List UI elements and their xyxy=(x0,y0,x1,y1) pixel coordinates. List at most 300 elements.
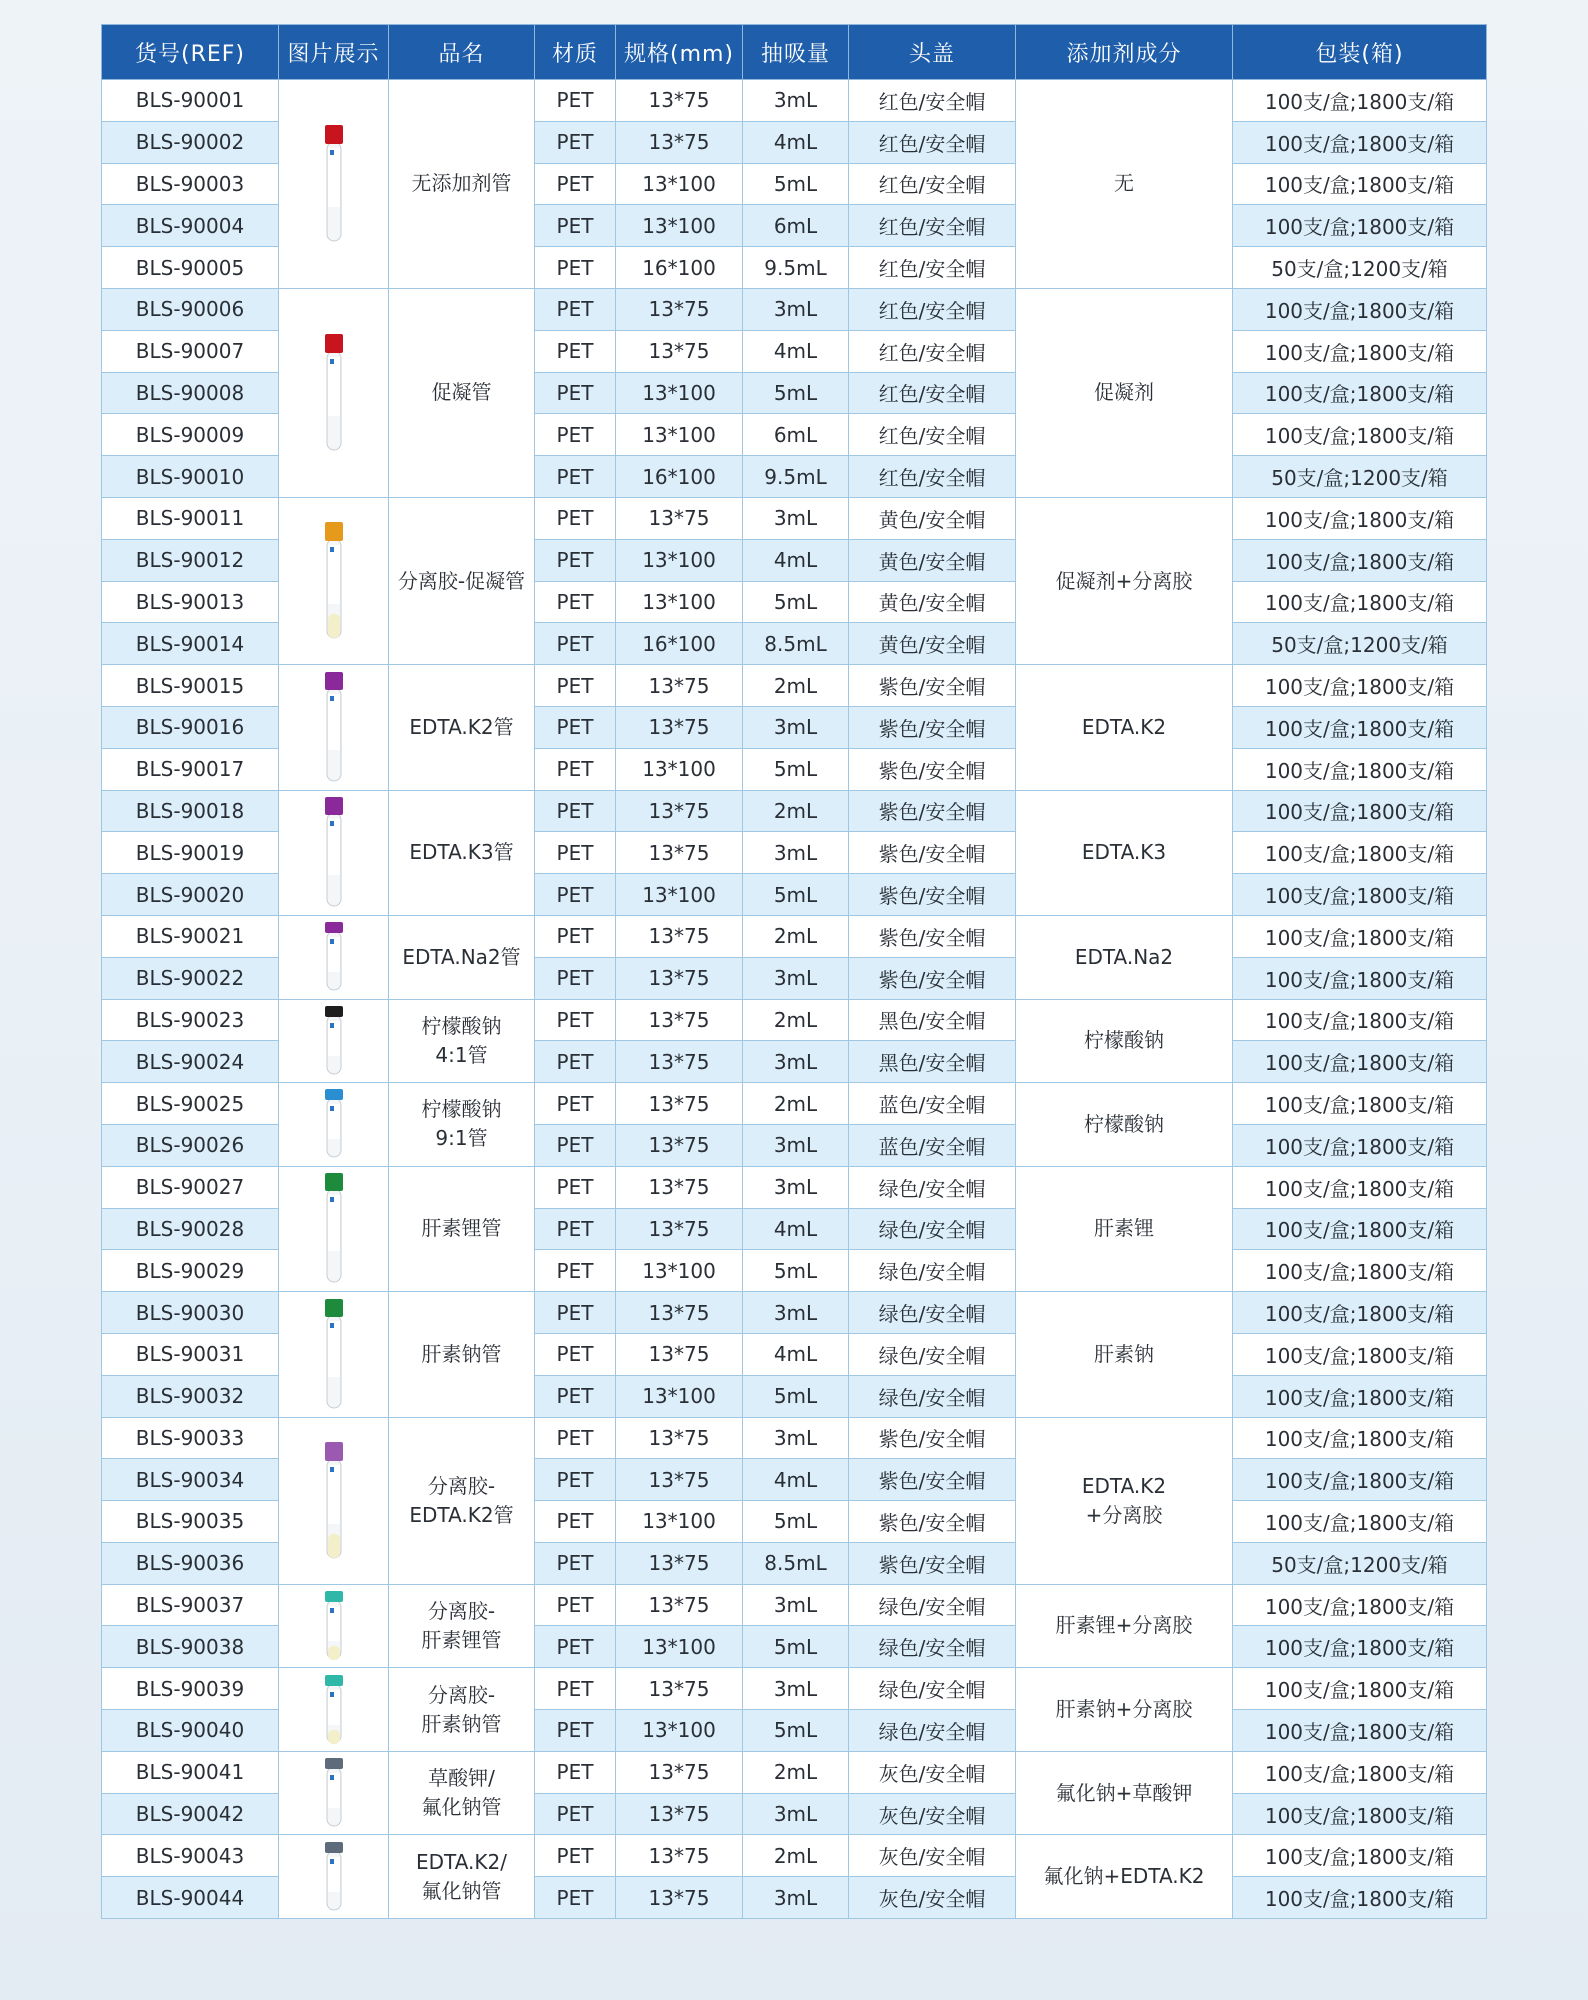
packing-cell: 50支/盒;1200支/箱 xyxy=(1233,247,1487,289)
cap-cell: 绿色/安全帽 xyxy=(849,1292,1016,1334)
volume-cell: 9.5mL xyxy=(743,456,849,498)
volume-cell: 3mL xyxy=(743,1124,849,1166)
ref-cell: BLS-90043 xyxy=(102,1835,279,1877)
header-packing: 包装(箱) xyxy=(1233,25,1487,80)
blood-tube-icon xyxy=(323,1442,345,1560)
size-cell: 13*75 xyxy=(616,706,743,748)
additive-cell: 肝素锂 xyxy=(1016,1166,1233,1291)
volume-cell: 4mL xyxy=(743,539,849,581)
volume-cell: 8.5mL xyxy=(743,623,849,665)
blood-tube-icon xyxy=(323,922,345,992)
material-cell: PET xyxy=(535,1208,616,1250)
size-cell: 13*100 xyxy=(616,205,743,247)
material-cell: PET xyxy=(535,874,616,916)
tube-image-cell xyxy=(279,1083,389,1167)
tube-image-cell xyxy=(279,497,389,664)
additive-cell: 促凝剂 xyxy=(1016,288,1233,497)
tube-image-cell xyxy=(279,288,389,497)
volume-cell: 3mL xyxy=(743,1877,849,1919)
cap-cell: 红色/安全帽 xyxy=(849,330,1016,372)
size-cell: 13*100 xyxy=(616,748,743,790)
volume-cell: 2mL xyxy=(743,790,849,832)
volume-cell: 5mL xyxy=(743,1501,849,1543)
volume-cell: 5mL xyxy=(743,163,849,205)
tube-image-cell xyxy=(279,790,389,915)
ref-cell: BLS-90027 xyxy=(102,1166,279,1208)
packing-cell: 100支/盒;1800支/箱 xyxy=(1233,832,1487,874)
ref-cell: BLS-90038 xyxy=(102,1626,279,1668)
cap-cell: 红色/安全帽 xyxy=(849,163,1016,205)
cap-cell: 绿色/安全帽 xyxy=(849,1375,1016,1417)
cap-cell: 紫色/安全帽 xyxy=(849,915,1016,957)
cap-cell: 红色/安全帽 xyxy=(849,247,1016,289)
product-name-cell: 分离胶- 肝素锂管 xyxy=(389,1584,535,1668)
product-name-cell: EDTA.K2/ 氟化钠管 xyxy=(389,1835,535,1919)
material-cell: PET xyxy=(535,790,616,832)
material-cell: PET xyxy=(535,1835,616,1877)
ref-cell: BLS-90003 xyxy=(102,163,279,205)
packing-cell: 100支/盒;1800支/箱 xyxy=(1233,1166,1487,1208)
tube-image-cell xyxy=(279,999,389,1083)
material-cell: PET xyxy=(535,1751,616,1793)
packing-cell: 100支/盒;1800支/箱 xyxy=(1233,330,1487,372)
material-cell: PET xyxy=(535,999,616,1041)
size-cell: 13*100 xyxy=(616,874,743,916)
material-cell: PET xyxy=(535,832,616,874)
size-cell: 13*75 xyxy=(616,288,743,330)
volume-cell: 2mL xyxy=(743,915,849,957)
ref-cell: BLS-90026 xyxy=(102,1124,279,1166)
material-cell: PET xyxy=(535,1166,616,1208)
material-cell: PET xyxy=(535,1250,616,1292)
ref-cell: BLS-90010 xyxy=(102,456,279,498)
cap-cell: 紫色/安全帽 xyxy=(849,1459,1016,1501)
cap-cell: 灰色/安全帽 xyxy=(849,1877,1016,1919)
packing-cell: 100支/盒;1800支/箱 xyxy=(1233,1250,1487,1292)
volume-cell: 5mL xyxy=(743,874,849,916)
cap-cell: 绿色/安全帽 xyxy=(849,1166,1016,1208)
material-cell: PET xyxy=(535,1292,616,1334)
cap-cell: 红色/安全帽 xyxy=(849,121,1016,163)
cap-cell: 紫色/安全帽 xyxy=(849,1501,1016,1543)
ref-cell: BLS-90006 xyxy=(102,288,279,330)
ref-cell: BLS-90022 xyxy=(102,957,279,999)
packing-cell: 50支/盒;1200支/箱 xyxy=(1233,623,1487,665)
material-cell: PET xyxy=(535,1501,616,1543)
table-row xyxy=(102,1835,1487,1877)
ref-cell: BLS-90039 xyxy=(102,1668,279,1710)
additive-cell: 氟化钠+草酸钾 xyxy=(1016,1751,1233,1835)
size-cell: 13*100 xyxy=(616,414,743,456)
ref-cell: BLS-90044 xyxy=(102,1877,279,1919)
ref-cell: BLS-90014 xyxy=(102,623,279,665)
table-row xyxy=(102,1166,1487,1208)
size-cell: 13*75 xyxy=(616,999,743,1041)
size-cell: 13*100 xyxy=(616,539,743,581)
table-row xyxy=(102,1584,1487,1626)
cap-cell: 红色/安全帽 xyxy=(849,414,1016,456)
ref-cell: BLS-90035 xyxy=(102,1501,279,1543)
product-name-cell: 柠檬酸钠 9:1管 xyxy=(389,1083,535,1167)
size-cell: 13*75 xyxy=(616,1083,743,1125)
packing-cell: 100支/盒;1800支/箱 xyxy=(1233,497,1487,539)
blood-tube-icon xyxy=(323,1675,345,1745)
header-size: 规格(mm) xyxy=(616,25,743,80)
packing-cell: 100支/盒;1800支/箱 xyxy=(1233,790,1487,832)
volume-cell: 2mL xyxy=(743,1751,849,1793)
material-cell: PET xyxy=(535,665,616,707)
ref-cell: BLS-90005 xyxy=(102,247,279,289)
ref-cell: BLS-90007 xyxy=(102,330,279,372)
size-cell: 13*100 xyxy=(616,1626,743,1668)
packing-cell: 100支/盒;1800支/箱 xyxy=(1233,1292,1487,1334)
material-cell: PET xyxy=(535,539,616,581)
header-additive: 添加剂成分 xyxy=(1016,25,1233,80)
ref-cell: BLS-90030 xyxy=(102,1292,279,1334)
volume-cell: 9.5mL xyxy=(743,247,849,289)
ref-cell: BLS-90009 xyxy=(102,414,279,456)
volume-cell: 3mL xyxy=(743,1166,849,1208)
packing-cell: 100支/盒;1800支/箱 xyxy=(1233,539,1487,581)
volume-cell: 3mL xyxy=(743,706,849,748)
ref-cell: BLS-90002 xyxy=(102,121,279,163)
product-name-cell: 肝素锂管 xyxy=(389,1166,535,1291)
product-name-cell: 分离胶- EDTA.K2管 xyxy=(389,1417,535,1584)
volume-cell: 5mL xyxy=(743,1250,849,1292)
volume-cell: 3mL xyxy=(743,832,849,874)
header-image: 图片展示 xyxy=(279,25,389,80)
volume-cell: 5mL xyxy=(743,748,849,790)
material-cell: PET xyxy=(535,497,616,539)
ref-cell: BLS-90024 xyxy=(102,1041,279,1083)
packing-cell: 100支/盒;1800支/箱 xyxy=(1233,372,1487,414)
material-cell: PET xyxy=(535,1668,616,1710)
packing-cell: 100支/盒;1800支/箱 xyxy=(1233,581,1487,623)
ref-cell: BLS-90037 xyxy=(102,1584,279,1626)
packing-cell: 100支/盒;1800支/箱 xyxy=(1233,288,1487,330)
ref-cell: BLS-90011 xyxy=(102,497,279,539)
material-cell: PET xyxy=(535,288,616,330)
material-cell: PET xyxy=(535,1710,616,1752)
tube-image-cell xyxy=(279,665,389,790)
size-cell: 13*75 xyxy=(616,832,743,874)
material-cell: PET xyxy=(535,205,616,247)
table-row xyxy=(102,1083,1487,1125)
ref-cell: BLS-90023 xyxy=(102,999,279,1041)
cap-cell: 蓝色/安全帽 xyxy=(849,1124,1016,1166)
packing-cell: 100支/盒;1800支/箱 xyxy=(1233,1710,1487,1752)
ref-cell: BLS-90004 xyxy=(102,205,279,247)
additive-cell: EDTA.K2 xyxy=(1016,665,1233,790)
cap-cell: 黄色/安全帽 xyxy=(849,581,1016,623)
material-cell: PET xyxy=(535,1083,616,1125)
volume-cell: 8.5mL xyxy=(743,1542,849,1584)
cap-cell: 灰色/安全帽 xyxy=(849,1793,1016,1835)
material-cell: PET xyxy=(535,957,616,999)
header-material: 材质 xyxy=(535,25,616,80)
volume-cell: 5mL xyxy=(743,1710,849,1752)
tube-image-cell xyxy=(279,80,389,289)
tube-image-cell xyxy=(279,1835,389,1919)
header-product-name: 品名 xyxy=(389,25,535,80)
material-cell: PET xyxy=(535,456,616,498)
product-name-cell: 促凝管 xyxy=(389,288,535,497)
material-cell: PET xyxy=(535,581,616,623)
product-name-cell: 分离胶- 肝素钠管 xyxy=(389,1668,535,1752)
table-row xyxy=(102,915,1487,957)
size-cell: 13*100 xyxy=(616,1501,743,1543)
size-cell: 13*75 xyxy=(616,1124,743,1166)
material-cell: PET xyxy=(535,121,616,163)
ref-cell: BLS-90008 xyxy=(102,372,279,414)
packing-cell: 100支/盒;1800支/箱 xyxy=(1233,1501,1487,1543)
packing-cell: 100支/盒;1800支/箱 xyxy=(1233,1668,1487,1710)
packing-cell: 100支/盒;1800支/箱 xyxy=(1233,205,1487,247)
size-cell: 16*100 xyxy=(616,456,743,498)
material-cell: PET xyxy=(535,1333,616,1375)
cap-cell: 绿色/安全帽 xyxy=(849,1710,1016,1752)
ref-cell: BLS-90019 xyxy=(102,832,279,874)
packing-cell: 100支/盒;1800支/箱 xyxy=(1233,1584,1487,1626)
size-cell: 13*75 xyxy=(616,915,743,957)
additive-cell: 柠檬酸钠 xyxy=(1016,999,1233,1083)
table-row xyxy=(102,1668,1487,1710)
volume-cell: 4mL xyxy=(743,330,849,372)
blood-tube-icon xyxy=(323,334,345,452)
ref-cell: BLS-90042 xyxy=(102,1793,279,1835)
size-cell: 13*75 xyxy=(616,665,743,707)
tube-image-cell xyxy=(279,915,389,999)
blood-tube-icon xyxy=(323,1758,345,1828)
size-cell: 13*75 xyxy=(616,497,743,539)
volume-cell: 6mL xyxy=(743,205,849,247)
cap-cell: 紫色/安全帽 xyxy=(849,748,1016,790)
packing-cell: 100支/盒;1800支/箱 xyxy=(1233,748,1487,790)
cap-cell: 紫色/安全帽 xyxy=(849,957,1016,999)
volume-cell: 2mL xyxy=(743,1835,849,1877)
material-cell: PET xyxy=(535,1124,616,1166)
packing-cell: 100支/盒;1800支/箱 xyxy=(1233,1835,1487,1877)
cap-cell: 绿色/安全帽 xyxy=(849,1626,1016,1668)
size-cell: 13*75 xyxy=(616,1668,743,1710)
additive-cell: EDTA.Na2 xyxy=(1016,915,1233,999)
cap-cell: 绿色/安全帽 xyxy=(849,1584,1016,1626)
material-cell: PET xyxy=(535,1626,616,1668)
table-body xyxy=(102,80,1487,1919)
ref-cell: BLS-90021 xyxy=(102,915,279,957)
packing-cell: 100支/盒;1800支/箱 xyxy=(1233,1375,1487,1417)
cap-cell: 灰色/安全帽 xyxy=(849,1751,1016,1793)
volume-cell: 5mL xyxy=(743,1375,849,1417)
size-cell: 13*100 xyxy=(616,163,743,205)
ref-cell: BLS-90017 xyxy=(102,748,279,790)
volume-cell: 3mL xyxy=(743,1292,849,1334)
product-name-cell: 柠檬酸钠 4:1管 xyxy=(389,999,535,1083)
cap-cell: 灰色/安全帽 xyxy=(849,1835,1016,1877)
packing-cell: 100支/盒;1800支/箱 xyxy=(1233,915,1487,957)
size-cell: 16*100 xyxy=(616,247,743,289)
ref-cell: BLS-90040 xyxy=(102,1710,279,1752)
ref-cell: BLS-90031 xyxy=(102,1333,279,1375)
tube-image-cell xyxy=(279,1292,389,1417)
packing-cell: 100支/盒;1800支/箱 xyxy=(1233,999,1487,1041)
product-name-cell: EDTA.K3管 xyxy=(389,790,535,915)
volume-cell: 3mL xyxy=(743,288,849,330)
ref-cell: BLS-90025 xyxy=(102,1083,279,1125)
ref-cell: BLS-90032 xyxy=(102,1375,279,1417)
material-cell: PET xyxy=(535,1793,616,1835)
additive-cell: 促凝剂+分离胶 xyxy=(1016,497,1233,664)
table-row xyxy=(102,999,1487,1041)
packing-cell: 100支/盒;1800支/箱 xyxy=(1233,1208,1487,1250)
size-cell: 13*100 xyxy=(616,1375,743,1417)
ref-cell: BLS-90033 xyxy=(102,1417,279,1459)
cap-cell: 紫色/安全帽 xyxy=(849,1417,1016,1459)
ref-cell: BLS-90028 xyxy=(102,1208,279,1250)
packing-cell: 100支/盒;1800支/箱 xyxy=(1233,1124,1487,1166)
volume-cell: 3mL xyxy=(743,1584,849,1626)
size-cell: 13*75 xyxy=(616,1542,743,1584)
tube-image-cell xyxy=(279,1751,389,1835)
cap-cell: 绿色/安全帽 xyxy=(849,1208,1016,1250)
blood-tube-icon xyxy=(323,797,345,908)
header-volume: 抽吸量 xyxy=(743,25,849,80)
ref-cell: BLS-90041 xyxy=(102,1751,279,1793)
packing-cell: 100支/盒;1800支/箱 xyxy=(1233,1459,1487,1501)
tube-image-cell xyxy=(279,1668,389,1752)
size-cell: 13*75 xyxy=(616,1417,743,1459)
table-row xyxy=(102,1417,1487,1459)
tube-image-cell xyxy=(279,1166,389,1291)
packing-cell: 100支/盒;1800支/箱 xyxy=(1233,414,1487,456)
packing-cell: 100支/盒;1800支/箱 xyxy=(1233,80,1487,122)
additive-cell: 肝素钠+分离胶 xyxy=(1016,1668,1233,1752)
cap-cell: 紫色/安全帽 xyxy=(849,790,1016,832)
material-cell: PET xyxy=(535,163,616,205)
cap-cell: 红色/安全帽 xyxy=(849,205,1016,247)
volume-cell: 3mL xyxy=(743,497,849,539)
cap-cell: 红色/安全帽 xyxy=(849,372,1016,414)
packing-cell: 50支/盒;1200支/箱 xyxy=(1233,456,1487,498)
tube-image-cell xyxy=(279,1584,389,1668)
packing-cell: 100支/盒;1800支/箱 xyxy=(1233,1083,1487,1125)
additive-cell: 肝素锂+分离胶 xyxy=(1016,1584,1233,1668)
header-cap: 头盖 xyxy=(849,25,1016,80)
packing-cell: 100支/盒;1800支/箱 xyxy=(1233,874,1487,916)
material-cell: PET xyxy=(535,706,616,748)
cap-cell: 紫色/安全帽 xyxy=(849,832,1016,874)
blood-tube-spec-table xyxy=(101,24,1487,1919)
additive-cell: EDTA.K2 +分离胶 xyxy=(1016,1417,1233,1584)
material-cell: PET xyxy=(535,372,616,414)
size-cell: 13*75 xyxy=(616,957,743,999)
volume-cell: 4mL xyxy=(743,1459,849,1501)
cap-cell: 紫色/安全帽 xyxy=(849,1542,1016,1584)
packing-cell: 100支/盒;1800支/箱 xyxy=(1233,1626,1487,1668)
size-cell: 13*75 xyxy=(616,1459,743,1501)
cap-cell: 紫色/安全帽 xyxy=(849,874,1016,916)
blood-tube-icon xyxy=(323,672,345,783)
tube-image-cell xyxy=(279,1417,389,1584)
table-header-row xyxy=(102,25,1487,80)
size-cell: 13*75 xyxy=(616,1584,743,1626)
packing-cell: 100支/盒;1800支/箱 xyxy=(1233,1417,1487,1459)
cap-cell: 黄色/安全帽 xyxy=(849,497,1016,539)
size-cell: 13*75 xyxy=(616,1751,743,1793)
size-cell: 13*100 xyxy=(616,372,743,414)
size-cell: 13*75 xyxy=(616,80,743,122)
size-cell: 13*75 xyxy=(616,1208,743,1250)
size-cell: 13*75 xyxy=(616,1333,743,1375)
volume-cell: 4mL xyxy=(743,1208,849,1250)
blood-tube-icon xyxy=(323,1842,345,1912)
size-cell: 13*100 xyxy=(616,1710,743,1752)
cap-cell: 红色/安全帽 xyxy=(849,80,1016,122)
ref-cell: BLS-90015 xyxy=(102,665,279,707)
packing-cell: 100支/盒;1800支/箱 xyxy=(1233,1041,1487,1083)
material-cell: PET xyxy=(535,1041,616,1083)
product-name-cell: 草酸钾/ 氟化钠管 xyxy=(389,1751,535,1835)
product-name-cell: 肝素钠管 xyxy=(389,1292,535,1417)
cap-cell: 红色/安全帽 xyxy=(849,288,1016,330)
blood-tube-icon xyxy=(323,1173,345,1284)
material-cell: PET xyxy=(535,1417,616,1459)
size-cell: 13*75 xyxy=(616,330,743,372)
material-cell: PET xyxy=(535,414,616,456)
ref-cell: BLS-90001 xyxy=(102,80,279,122)
material-cell: PET xyxy=(535,1375,616,1417)
size-cell: 16*100 xyxy=(616,623,743,665)
blood-tube-icon xyxy=(323,1591,345,1661)
packing-cell: 100支/盒;1800支/箱 xyxy=(1233,1877,1487,1919)
volume-cell: 3mL xyxy=(743,1793,849,1835)
volume-cell: 6mL xyxy=(743,414,849,456)
material-cell: PET xyxy=(535,247,616,289)
material-cell: PET xyxy=(535,1584,616,1626)
material-cell: PET xyxy=(535,915,616,957)
volume-cell: 4mL xyxy=(743,121,849,163)
volume-cell: 3mL xyxy=(743,1041,849,1083)
ref-cell: BLS-90034 xyxy=(102,1459,279,1501)
blood-tube-icon xyxy=(323,125,345,243)
ref-cell: BLS-90020 xyxy=(102,874,279,916)
packing-cell: 100支/盒;1800支/箱 xyxy=(1233,665,1487,707)
volume-cell: 5mL xyxy=(743,1626,849,1668)
volume-cell: 2mL xyxy=(743,999,849,1041)
additive-cell: EDTA.K3 xyxy=(1016,790,1233,915)
packing-cell: 50支/盒;1200支/箱 xyxy=(1233,1542,1487,1584)
volume-cell: 2mL xyxy=(743,665,849,707)
blood-tube-icon xyxy=(323,522,345,640)
size-cell: 13*75 xyxy=(616,1877,743,1919)
additive-cell: 肝素钠 xyxy=(1016,1292,1233,1417)
size-cell: 13*100 xyxy=(616,1250,743,1292)
ref-cell: BLS-90036 xyxy=(102,1542,279,1584)
header-ref: 货号(REF) xyxy=(102,25,279,80)
volume-cell: 3mL xyxy=(743,1417,849,1459)
blood-tube-icon xyxy=(323,1006,345,1076)
size-cell: 13*75 xyxy=(616,1292,743,1334)
table-row xyxy=(102,1751,1487,1793)
size-cell: 13*75 xyxy=(616,1793,743,1835)
additive-cell: 柠檬酸钠 xyxy=(1016,1083,1233,1167)
packing-cell: 100支/盒;1800支/箱 xyxy=(1233,163,1487,205)
volume-cell: 2mL xyxy=(743,1083,849,1125)
product-spec-sheet xyxy=(101,24,1486,1919)
material-cell: PET xyxy=(535,748,616,790)
cap-cell: 绿色/安全帽 xyxy=(849,1333,1016,1375)
volume-cell: 4mL xyxy=(743,1333,849,1375)
